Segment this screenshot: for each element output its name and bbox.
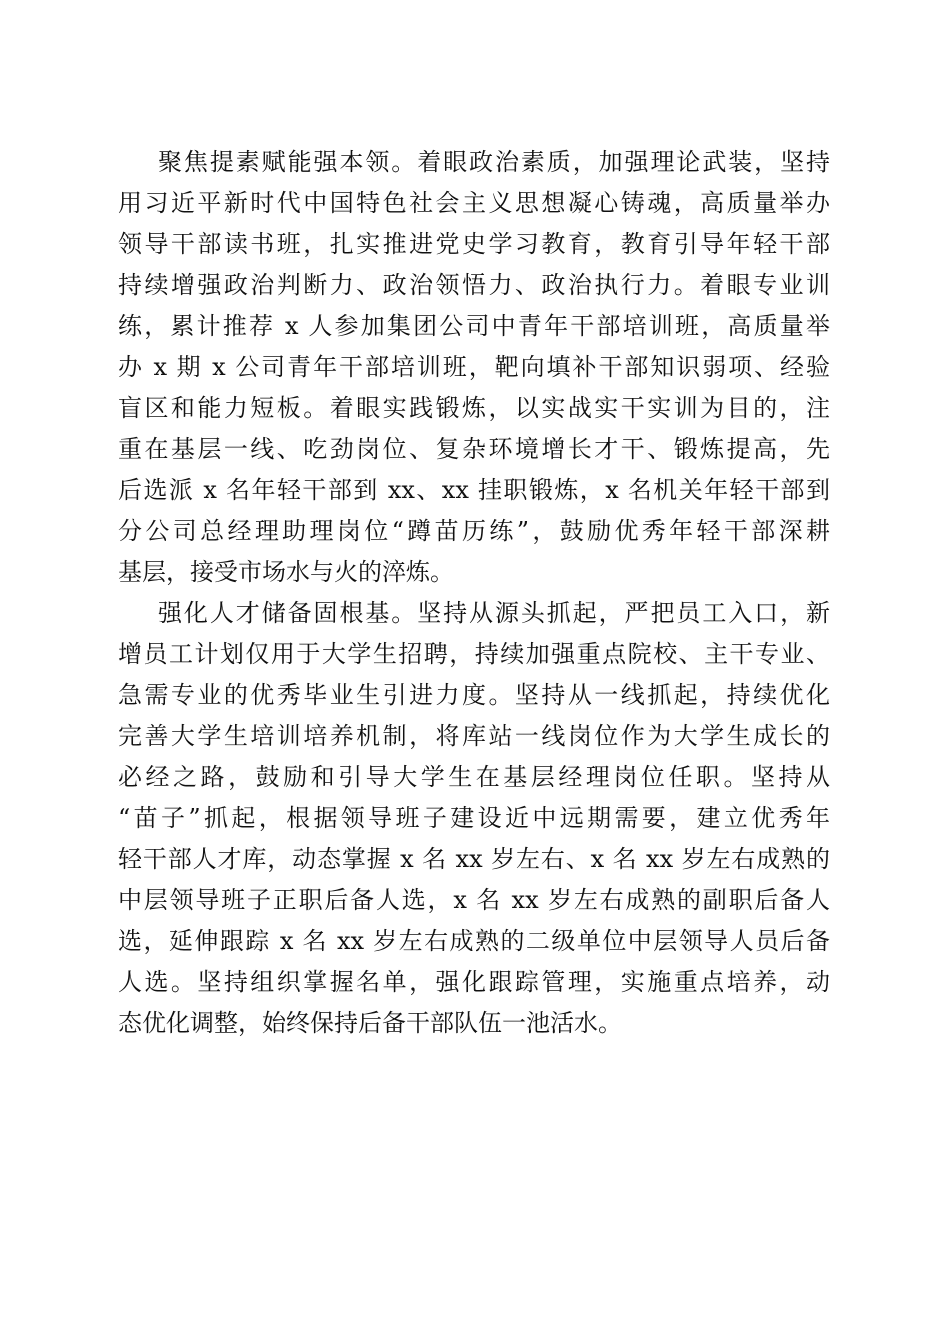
text-line: 人选。坚持组织掌握名单，强化跟踪管理，实施重点培养，动 — [118, 968, 830, 996]
text-line: 选，延伸跟踪 x 名 xx 岁左右成熟的二级单位中层领导人员后备 — [118, 927, 830, 955]
text-line: 重在基层一线、吃劲岗位、复杂环境增长才干、锻炼提高，先 — [118, 435, 830, 463]
text-line: 盲区和能力短板。着眼实践锻炼，以实战实干实训为目的，注 — [118, 394, 830, 422]
text-line: 轻干部人才库，动态掌握 x 名 xx 岁左右、x 名 xx 岁左右成熟的 — [118, 845, 830, 873]
text-line: 用习近平新时代中国特色社会主义思想凝心铸魂，高质量举办 — [118, 189, 830, 217]
text-line: 基层，接受市场水与火的淬炼。 — [118, 558, 454, 586]
text-line: 聚焦提素赋能强本领。着眼政治素质，加强理论武装，坚持 — [158, 148, 830, 176]
text-line: 领导干部读书班，扎实推进党史学习教育，教育引导年轻干部 — [118, 230, 830, 258]
text-line: 练，累计推荐 x 人参加集团公司中青年干部培训班，高质量举 — [118, 312, 830, 340]
text-line: 增员工计划仅用于大学生招聘，持续加强重点院校、主干专业、 — [118, 640, 830, 668]
text-line: 持续增强政治判断力、政治领悟力、政治执行力。着眼专业训 — [118, 271, 830, 299]
text-line: 分公司总经理助理岗位“蹲苗历练”，鼓励优秀年轻干部深耕 — [118, 517, 830, 545]
paragraph-talent-reserve — [118, 593, 830, 1044]
text-line: “苗子”抓起，根据领导班子建设近中远期需要，建立优秀年 — [118, 804, 830, 832]
text-line: 后选派 x 名年轻干部到 xx、xx 挂职锻炼，x 名机关年轻干部到 — [118, 476, 830, 504]
text-line: 强化人才储备固根基。坚持从源头抓起，严把员工入口，新 — [158, 599, 830, 627]
text-line: 态优化调整，始终保持后备干部队伍一池活水。 — [118, 1009, 622, 1037]
text-line: 急需专业的优秀毕业生引进力度。坚持从一线抓起，持续优化 — [118, 681, 830, 709]
paragraph-cadre-training — [118, 142, 830, 593]
text-line: 完善大学生培训培养机制，将库站一线岗位作为大学生成长的 — [118, 722, 830, 750]
text-line: 中层领导班子正职后备人选，x 名 xx 岁左右成熟的副职后备人 — [118, 886, 830, 914]
document-body — [118, 142, 830, 1044]
text-line: 办 x 期 x 公司青年干部培训班，靶向填补干部知识弱项、经验 — [118, 353, 830, 381]
text-line: 必经之路，鼓励和引导大学生在基层经理岗位任职。坚持从 — [118, 763, 830, 791]
